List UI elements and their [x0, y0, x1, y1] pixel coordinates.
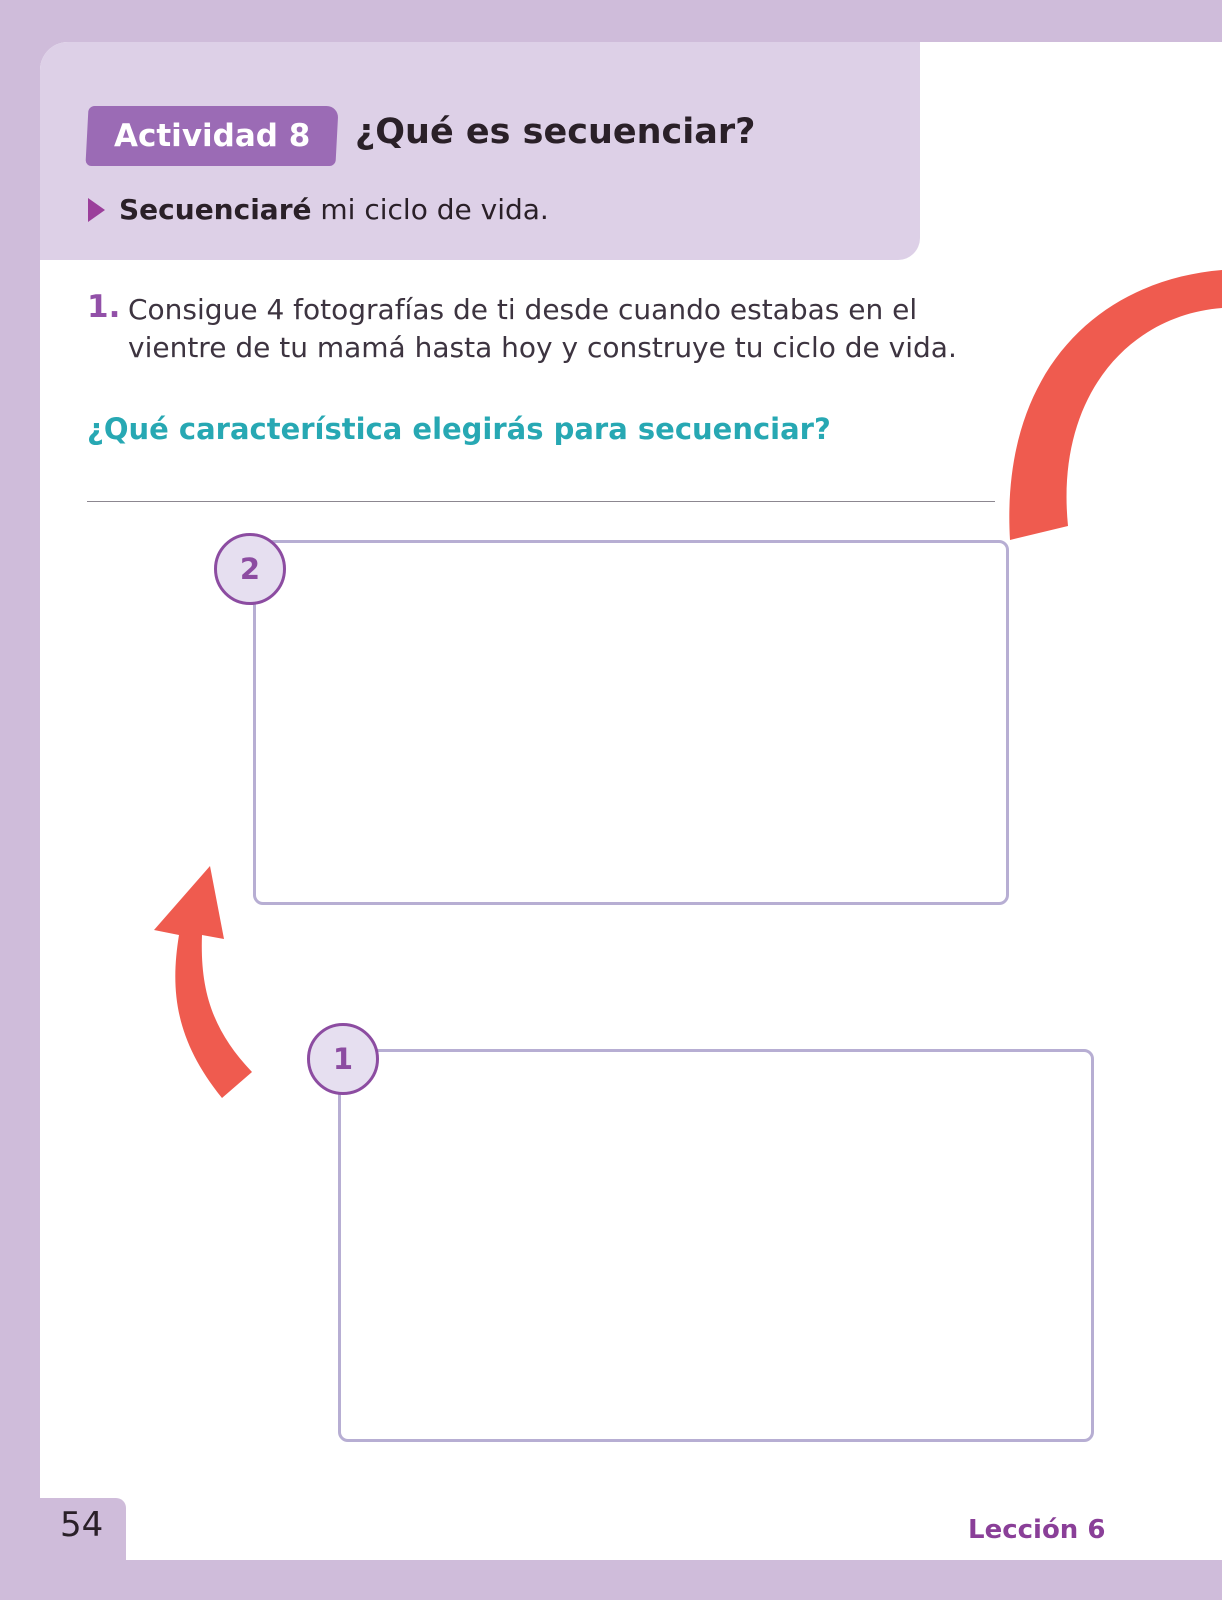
question-line-1: Consigue 4 fotografías de ti desde cuando estabas en el	[128, 293, 918, 326]
goal-strong-text: Secuenciaré	[119, 193, 312, 226]
triangle-icon	[88, 198, 105, 222]
lesson-label: Lección 6	[968, 1515, 1106, 1545]
photo-frame-2[interactable]	[253, 540, 1009, 905]
activity-badge	[85, 106, 338, 166]
goal-text	[119, 193, 549, 226]
page-number: 54	[60, 1505, 104, 1545]
question-text	[128, 291, 1008, 367]
page-title: ¿Qué es secuenciar?	[355, 112, 756, 152]
goal-statement	[88, 193, 549, 226]
question-number: 1.	[87, 289, 121, 325]
answer-line[interactable]	[87, 501, 995, 502]
goal-rest-text: mi ciclo de vida.	[311, 193, 549, 226]
activity-label: Actividad 8	[113, 118, 311, 154]
photo-frame-1[interactable]	[338, 1049, 1094, 1442]
frame-1-number: 1	[307, 1023, 379, 1095]
frame-2-number: 2	[214, 533, 286, 605]
subquestion: ¿Qué característica elegirás para secuenciar?	[87, 412, 831, 446]
question-line-2: vientre de tu mamá hasta hoy y construye tu ciclo de vida.	[128, 331, 957, 364]
